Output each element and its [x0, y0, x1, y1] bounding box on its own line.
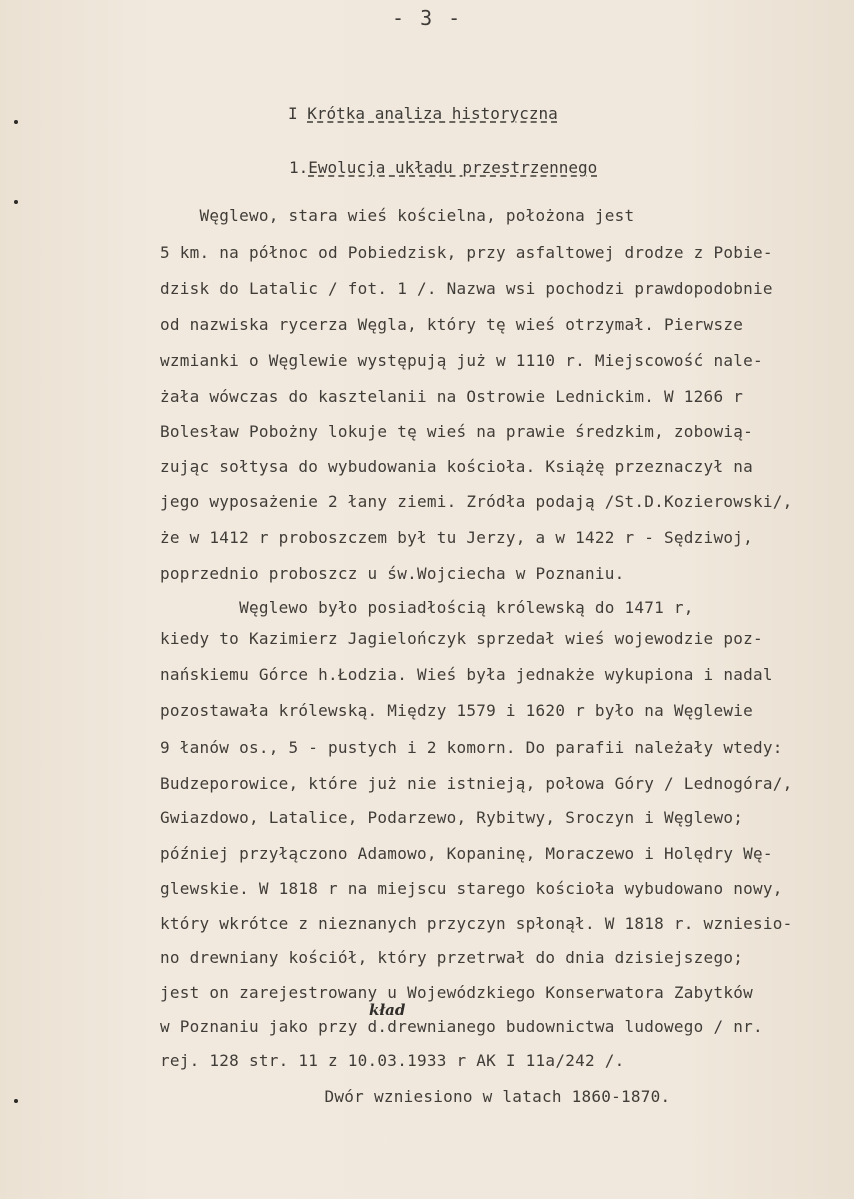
text-line: poprzednio proboszcz u św.Wojciecha w Poznaniu.	[160, 564, 625, 583]
subsection-title: Ewolucja układu przestrzennego	[308, 158, 598, 177]
text-line: zując sołtysa do wybudowania kościoła. Książę przeznaczył na	[160, 457, 753, 476]
text-line: żała wówczas do kasztelanii na Ostrowie Lednickim. W 1266 r	[160, 387, 744, 406]
text-line: jest on zarejestrowany u Wojewódzkiego Konserwatora Zabytków	[160, 983, 753, 1002]
subsection-heading	[289, 158, 597, 177]
text-line: Gwiazdowo, Latalice, Podarzewo, Rybitwy, Sroczyn i Węglewo;	[160, 808, 744, 827]
section-prefix: I	[288, 104, 308, 123]
text-line: glewskie. W 1818 r na miejscu starego kościoła wybudowano nowy,	[160, 879, 783, 898]
text-line: od nazwiska rycerza Węgla, który tę wieś otrzymał. Pierwsze	[160, 315, 744, 334]
text-line: jego wyposażenie 2 łany ziemi. Zródła podają /St.D.Kozierowski/,	[160, 492, 793, 511]
text-line: 5 km. na północ od Pobiedzisk, przy asfaltowej drodze z Pobie-	[160, 243, 773, 262]
section-title: Krótka analiza historyczna	[307, 104, 558, 123]
page-number: - 3 -	[392, 6, 463, 30]
text-line: Węglewo było posiadłością królewską do 1471 r,	[160, 598, 694, 617]
text-line: wzmianki o Węglewie występują już w 1110 r. Miejscowość nale-	[160, 351, 763, 370]
punch-hole	[14, 1099, 18, 1103]
text-line: nańskiemu Górce h.Łodzia. Wieś była jednakże wykupiona i nadal	[160, 665, 773, 684]
text-line: Budzeporowice, które już nie istnieją, połowa Góry / Lednogóra/,	[160, 774, 793, 793]
text-line: kiedy to Kazimierz Jagielończyk sprzedał wieś wojewodzie poz-	[160, 629, 763, 648]
text-line: 9 łanów os., 5 - pustych i 2 komorn. Do parafii należały wtedy:	[160, 738, 783, 757]
section-heading	[288, 104, 558, 123]
text-line: który wkrótce z nieznanych przyczyn spłonął. W 1818 r. wzniesio-	[160, 914, 793, 933]
text-line: dzisk do Latalic / fot. 1 /. Nazwa wsi pochodzi prawdopodobnie	[160, 279, 773, 298]
text-line: pozostawała królewską. Między 1579 i 1620 r było na Węglewie	[160, 701, 753, 720]
text-line: Dwór wzniesiono w latach 1860-1870.	[285, 1087, 671, 1106]
punch-hole	[14, 200, 18, 204]
subsection-prefix: 1.	[289, 158, 309, 177]
handwritten-correction: kład	[369, 1001, 406, 1019]
punch-hole	[14, 120, 18, 124]
text-line: no drewniany kościół, który przetrwał do dnia dzisiejszego;	[160, 948, 744, 967]
text-line: że w 1412 r proboszczem był tu Jerzy, a w 1422 r - Sędziwoj,	[160, 528, 753, 547]
text-line: rej. 128 str. 11 z 10.03.1933 r AK I 11a/242 /.	[160, 1051, 625, 1070]
text-line: Węglewo, stara wieś kościelna, położona jest	[160, 206, 635, 225]
text-line: Bolesław Pobożny lokuje tę wieś na prawie średzkim, zobowią-	[160, 422, 753, 441]
text-line: później przyłączono Adamowo, Kopaninę, Moraczewo i Holędry Wę-	[160, 844, 773, 863]
text-line: w Poznaniu jako przy d.drewnianego budownictwa ludowego / nr.	[160, 1017, 763, 1036]
